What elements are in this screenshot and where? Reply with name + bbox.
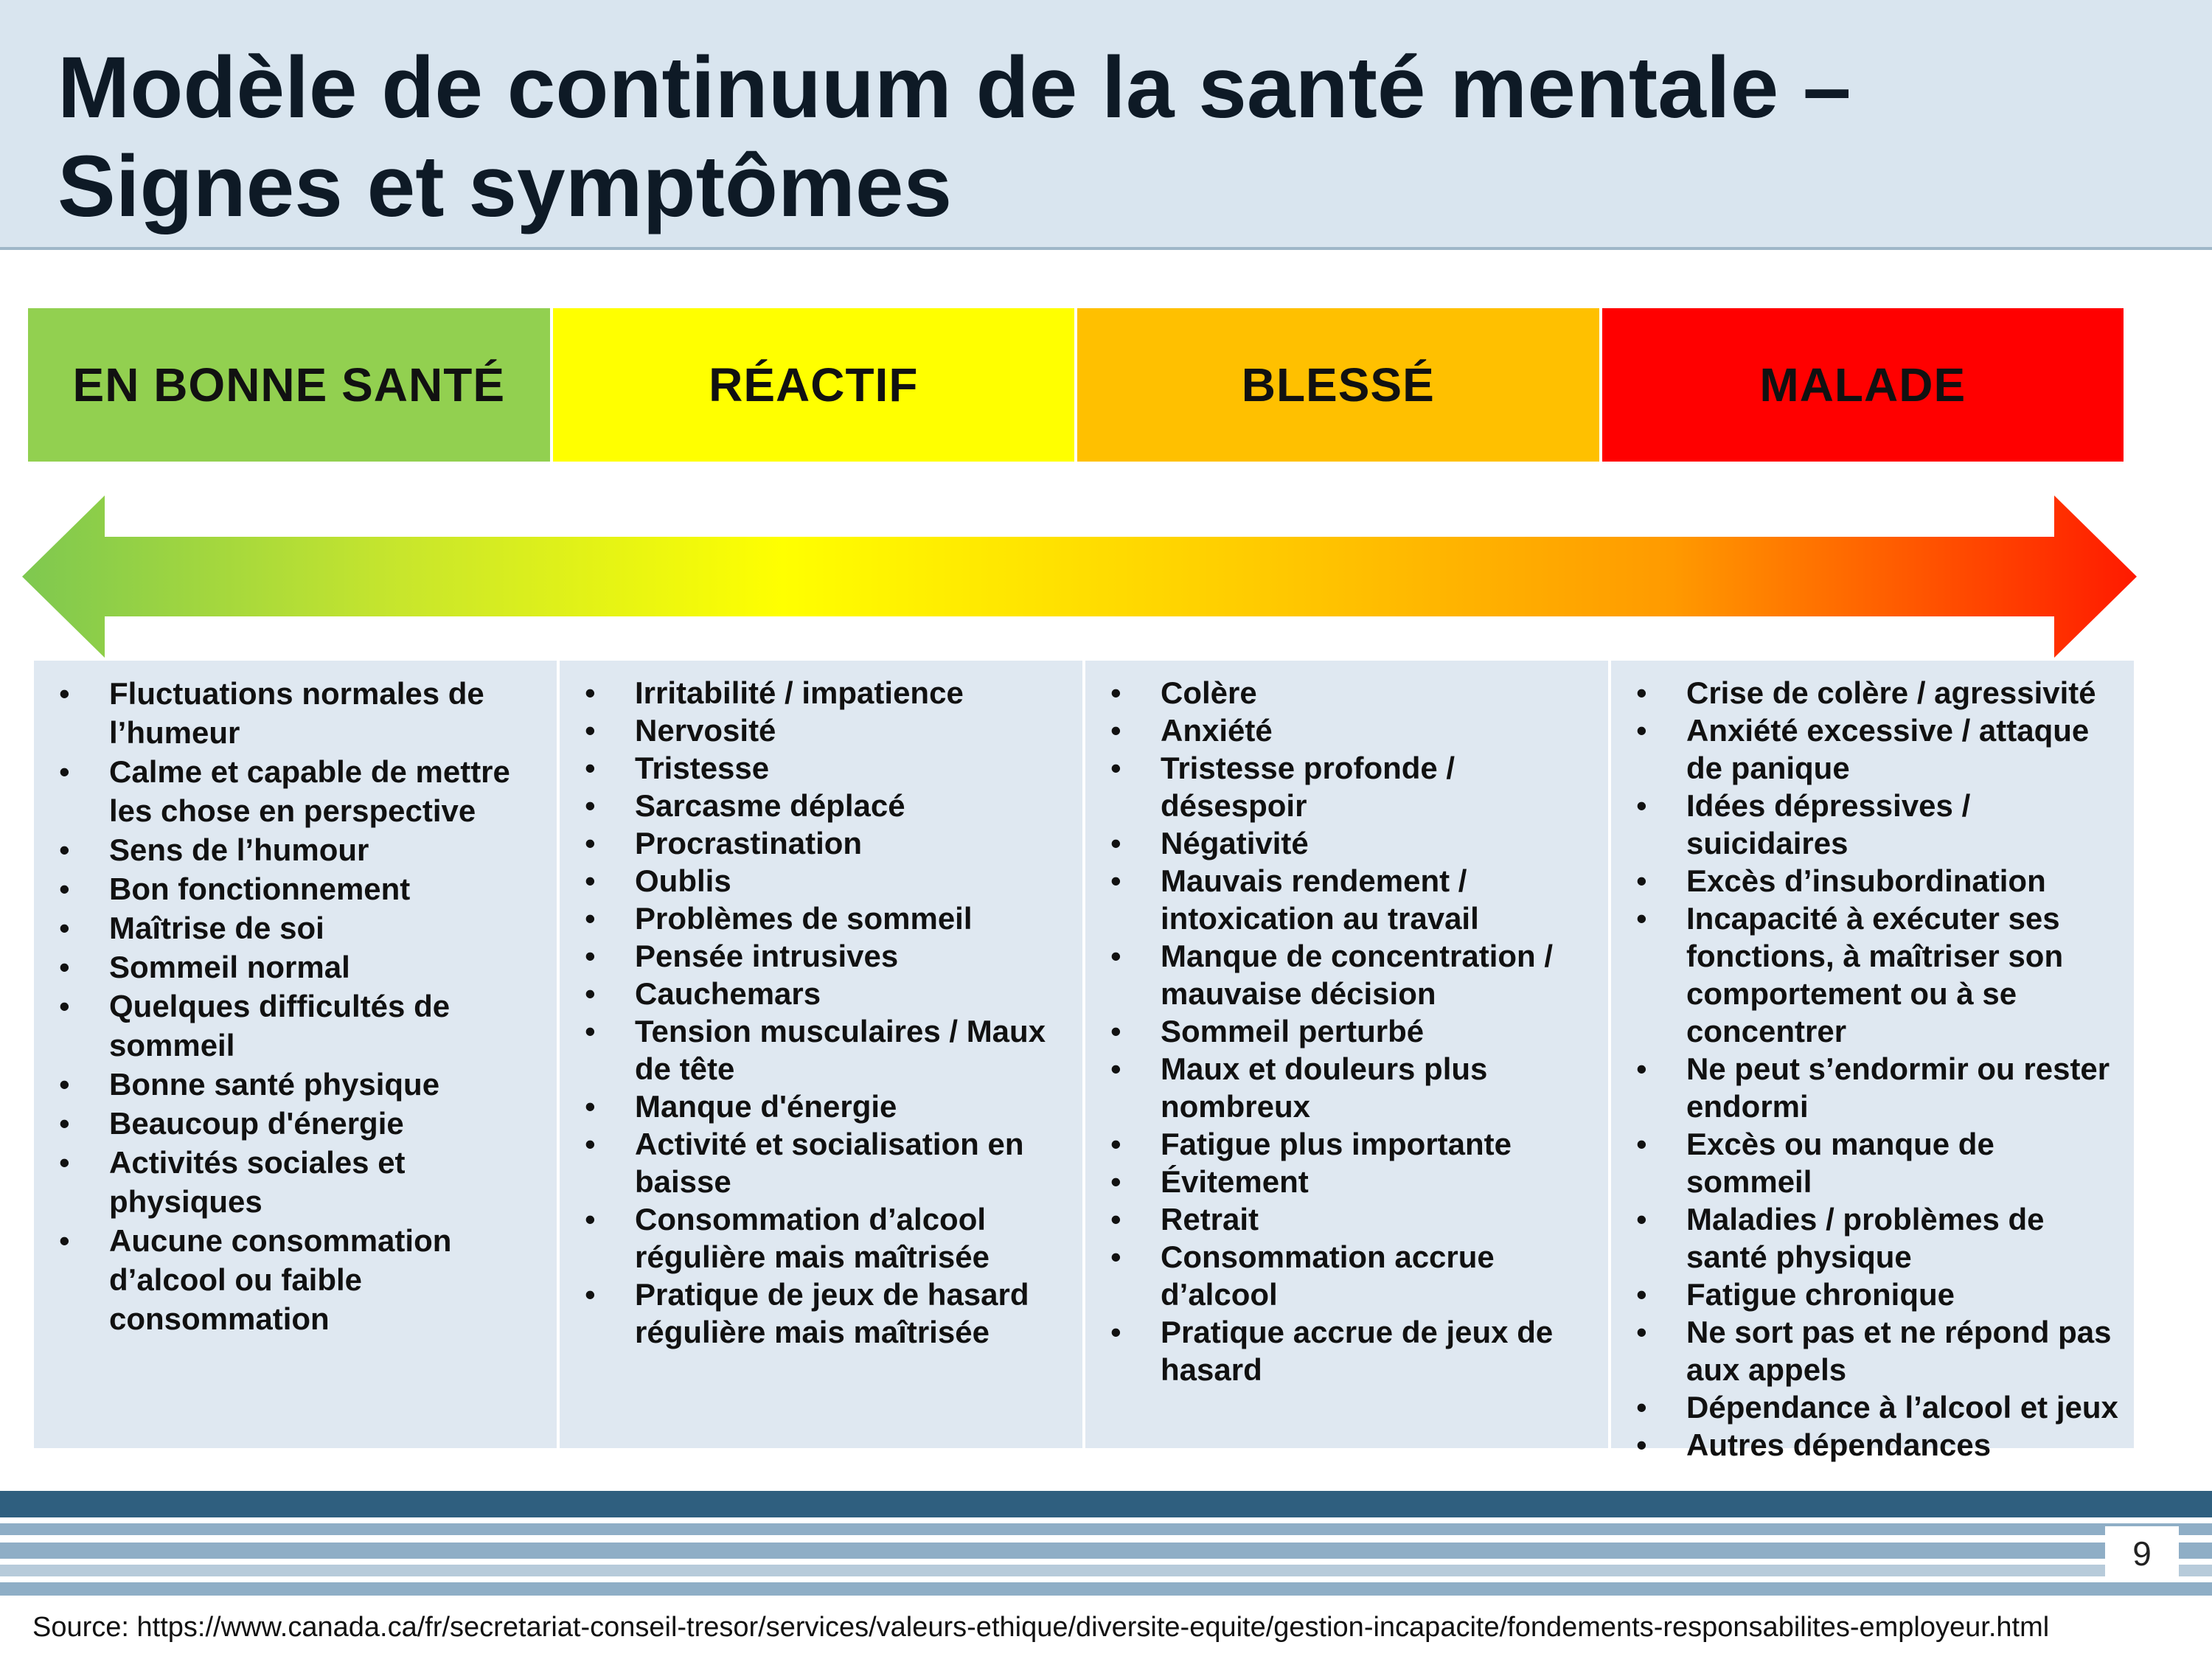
symptom-item-line: Pratique de jeux de hasard xyxy=(635,1277,1029,1312)
symptom-item xyxy=(1626,674,2119,712)
symptom-item xyxy=(574,862,1068,900)
symptom-item-line: Excès d’insubordination xyxy=(1686,863,2046,898)
symptom-item-line: régulière mais maîtrisée xyxy=(635,1239,990,1274)
symptom-item-line: Consommation d’alcool xyxy=(635,1202,987,1237)
symptom-item xyxy=(574,1088,1068,1125)
symptom-item-line: baisse xyxy=(635,1164,731,1199)
symptom-item-line: comportement ou à se xyxy=(1686,976,2017,1011)
symptom-item-line: Incapacité à exécuter ses xyxy=(1686,901,2060,936)
symptom-item xyxy=(1100,1125,1593,1163)
symptom-item xyxy=(1626,712,2119,787)
symptom-item-line: Manque d'énergie xyxy=(635,1089,897,1124)
category-header-reacting: RÉACTIF xyxy=(553,308,1075,462)
slide-title xyxy=(58,38,2122,236)
symptom-item xyxy=(1626,1388,2119,1426)
symptom-item xyxy=(49,674,542,752)
symptom-item-line: Maladies / problèmes de xyxy=(1686,1202,2045,1237)
symptom-item-line: de tête xyxy=(635,1051,735,1086)
symptom-item-line: l’humeur xyxy=(109,715,240,750)
symptom-item xyxy=(1100,749,1593,824)
symptom-item xyxy=(1100,1050,1593,1125)
symptom-item-line: de panique xyxy=(1686,751,1850,785)
symptom-item-line: Dépendance à l’alcool et jeux xyxy=(1686,1390,2118,1425)
symptom-item-line: Aucune consommation xyxy=(109,1223,452,1258)
symptom-item xyxy=(574,749,1068,787)
symptom-item-line: d’alcool xyxy=(1161,1277,1278,1312)
symptom-item-line: Sommeil perturbé xyxy=(1161,1014,1425,1048)
symptom-item-line: endormi xyxy=(1686,1089,1809,1124)
footer-stripe xyxy=(0,1582,2212,1596)
symptom-item-line: Maux et douleurs plus xyxy=(1161,1051,1488,1086)
category-header-injured: BLESSÉ xyxy=(1077,308,1599,462)
symptom-item xyxy=(574,824,1068,862)
symptom-item-line: Ne sort pas et ne répond pas xyxy=(1686,1315,2112,1349)
symptom-item-line: Fatigue plus importante xyxy=(1161,1127,1512,1161)
symptom-item-line: Ne peut s’endormir ou rester xyxy=(1686,1051,2110,1086)
symptom-item xyxy=(49,1104,542,1143)
symptom-item-line: régulière mais maîtrisée xyxy=(635,1315,990,1349)
symptom-item xyxy=(574,1200,1068,1276)
symptom-item xyxy=(1100,862,1593,937)
category-header-row xyxy=(28,308,2124,462)
symptom-item-line: mauvaise décision xyxy=(1161,976,1436,1011)
symptom-item-line: Fluctuations normales de xyxy=(109,676,484,711)
symptom-item-line: Quelques difficultés de xyxy=(109,989,451,1023)
title-line-2: Signes et symptômes xyxy=(58,138,953,235)
symptom-item-line: fonctions, à maîtriser son xyxy=(1686,939,2064,973)
symptom-list xyxy=(1100,674,1593,1388)
source-citation: Source: https://www.canada.ca/fr/secretariat-conseil-tresor/services/valeurs-ethique/diversite-equite/gestion-incapacite/fondements-responsabilites-employeur.html xyxy=(32,1612,2050,1643)
symptom-item-line: intoxication au travail xyxy=(1161,901,1479,936)
symptom-item-line: nombreux xyxy=(1161,1089,1311,1124)
symptom-item xyxy=(1626,787,2119,862)
symptom-columns xyxy=(34,661,2134,1462)
symptom-item-line: Fatigue chronique xyxy=(1686,1277,1955,1312)
symptom-item xyxy=(1100,674,1593,712)
symptom-column-ill xyxy=(1611,661,2134,1462)
symptom-item-line: Bonne santé physique xyxy=(109,1067,440,1102)
symptom-item xyxy=(49,752,542,830)
symptom-item xyxy=(49,947,542,987)
symptom-item-line: Retrait xyxy=(1161,1202,1259,1237)
symptom-item-line: Crise de colère / agressivité xyxy=(1686,675,2096,710)
symptom-item xyxy=(1626,1276,2119,1313)
symptom-item xyxy=(1100,1012,1593,1050)
symptom-item xyxy=(574,1012,1068,1088)
symptom-item xyxy=(1626,900,2119,1050)
symptom-list xyxy=(49,674,542,1338)
symptom-item-line: Pensée intrusives xyxy=(635,939,899,973)
symptom-item-line: les chose en perspective xyxy=(109,793,476,828)
symptom-item-line: Procrastination xyxy=(635,826,863,860)
symptom-list xyxy=(574,674,1068,1351)
symptom-item xyxy=(1626,862,2119,900)
symptom-item-line: Nervosité xyxy=(635,713,776,748)
title-line-1: Modèle de continuum de la santé mentale – xyxy=(58,39,1851,136)
symptom-item-line: Tristesse xyxy=(635,751,770,785)
footer-stripe xyxy=(0,1523,2212,1535)
footer-stripe xyxy=(0,1543,2212,1559)
symptom-item xyxy=(574,975,1068,1012)
symptom-item xyxy=(1100,824,1593,862)
symptom-item-line: d’alcool ou faible xyxy=(109,1262,363,1297)
symptom-item-line: Anxiété xyxy=(1161,713,1273,748)
symptom-item-line: physiques xyxy=(109,1184,262,1219)
symptom-item-line: santé physique xyxy=(1686,1239,1912,1274)
symptom-item-line: Maîtrise de soi xyxy=(109,911,324,945)
symptom-item-line: aux appels xyxy=(1686,1352,1847,1387)
symptom-item xyxy=(1626,1313,2119,1388)
symptom-item-line: Calme et capable de mettre xyxy=(109,754,510,789)
symptom-item-line: Négativité xyxy=(1161,826,1309,860)
symptom-item-line: Bon fonctionnement xyxy=(109,872,411,906)
symptom-item xyxy=(49,1143,542,1221)
symptom-column-reacting xyxy=(560,661,1082,1448)
symptom-item-line: Problèmes de sommeil xyxy=(635,901,973,936)
continuum-arrow xyxy=(22,495,2138,658)
symptom-item xyxy=(574,937,1068,975)
symptom-item-line: Autres dépendances xyxy=(1686,1427,1992,1462)
symptom-item xyxy=(49,908,542,947)
symptom-item-line: Idées dépressives / xyxy=(1686,788,1971,823)
symptom-item xyxy=(49,987,542,1065)
symptom-item xyxy=(1100,712,1593,749)
symptom-item-line: Cauchemars xyxy=(635,976,821,1011)
footer-stripe xyxy=(0,1491,2212,1517)
footer-stripe xyxy=(0,1565,2212,1576)
symptom-item-line: Colère xyxy=(1161,675,1257,710)
symptom-item xyxy=(1100,1163,1593,1200)
symptom-item-line: Mauvais rendement / xyxy=(1161,863,1467,898)
symptom-item-line: suicidaires xyxy=(1686,826,1848,860)
symptom-item xyxy=(49,830,542,869)
category-header-ill: MALADE xyxy=(1602,308,2124,462)
symptom-column-healthy xyxy=(34,661,557,1448)
symptom-item-line: Sarcasme déplacé xyxy=(635,788,905,823)
symptom-item-line: Manque de concentration / xyxy=(1161,939,1554,973)
symptom-item xyxy=(574,1125,1068,1200)
symptom-item xyxy=(1100,937,1593,1012)
symptom-item-line: désespoir xyxy=(1161,788,1307,823)
symptom-item-line: Activité et socialisation en xyxy=(635,1127,1024,1161)
symptom-item-line: sommeil xyxy=(109,1028,235,1062)
symptom-item xyxy=(574,787,1068,824)
symptom-item-line: Oublis xyxy=(635,863,731,898)
symptom-item xyxy=(1626,1125,2119,1200)
symptom-item xyxy=(574,712,1068,749)
symptom-item xyxy=(1626,1200,2119,1276)
category-header-healthy: EN BONNE SANTÉ xyxy=(28,308,550,462)
symptom-item xyxy=(49,1221,542,1338)
symptom-item-line: Activités sociales et xyxy=(109,1145,406,1180)
symptom-item xyxy=(574,1276,1068,1351)
symptom-item-line: Excès ou manque de sommeil xyxy=(1686,1127,1994,1199)
symptom-list xyxy=(1626,674,2119,1464)
symptom-item-line: concentrer xyxy=(1686,1014,1847,1048)
symptom-item-line: hasard xyxy=(1161,1352,1262,1387)
symptom-item-line: Irritabilité / impatience xyxy=(635,675,964,710)
symptom-item xyxy=(574,900,1068,937)
title-band xyxy=(0,0,2212,250)
symptom-item-line: Sens de l’humour xyxy=(109,832,369,867)
symptom-item-line: consommation xyxy=(109,1301,330,1336)
symptom-item xyxy=(1626,1050,2119,1125)
symptom-item-line: Anxiété excessive / attaque xyxy=(1686,713,2090,748)
symptom-item-line: Évitement xyxy=(1161,1164,1309,1199)
page-number: 9 xyxy=(2105,1526,2179,1581)
symptom-item xyxy=(49,1065,542,1104)
symptom-item-line: Tristesse profonde / xyxy=(1161,751,1455,785)
symptom-item-line: Tension musculaires / Maux xyxy=(635,1014,1046,1048)
symptom-item xyxy=(1100,1313,1593,1388)
symptom-item-line: Pratique accrue de jeux de xyxy=(1161,1315,1554,1349)
symptom-item xyxy=(49,869,542,908)
symptom-item xyxy=(1100,1200,1593,1238)
symptom-column-injured xyxy=(1085,661,1608,1448)
symptom-item-line: Consommation accrue xyxy=(1161,1239,1495,1274)
symptom-item xyxy=(574,674,1068,712)
symptom-item xyxy=(1100,1238,1593,1313)
symptom-item-line: Sommeil normal xyxy=(109,950,350,984)
symptom-item-line: Beaucoup d'énergie xyxy=(109,1106,404,1141)
symptom-item xyxy=(1626,1426,2119,1464)
continuum-arrow-shape xyxy=(22,495,2137,658)
